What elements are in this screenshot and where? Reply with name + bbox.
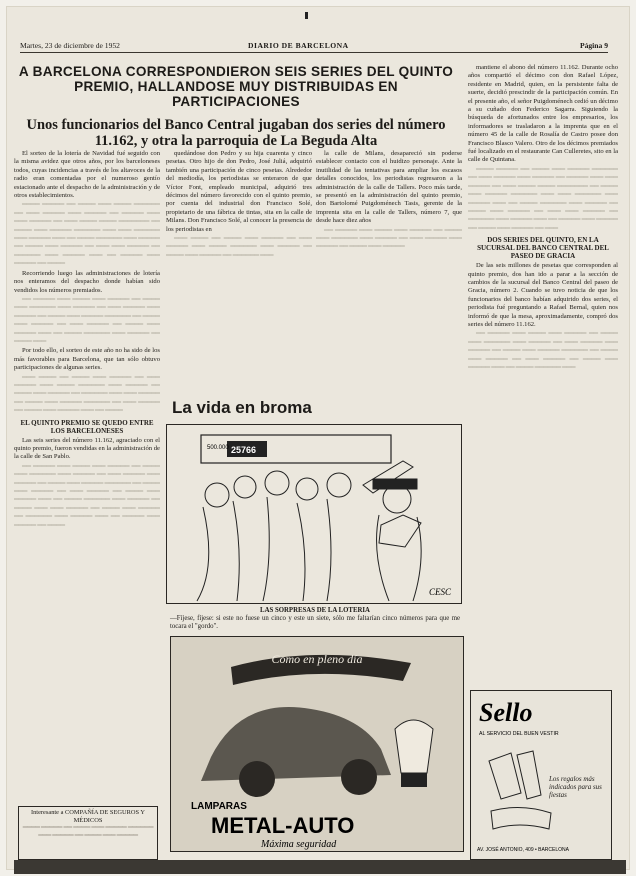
prize-board-number: 25766 bbox=[231, 445, 257, 455]
page-bottom-edge bbox=[14, 860, 626, 874]
main-headline: A BARCELONA CORRESPONDIERON SEIS SERIES DEL QUINTO PREMIO, HALLANDOSE MUY DISTRIBUIDAS EN PARTICIPACIONES bbox=[18, 64, 454, 109]
cartoon-signature: CESC bbox=[429, 587, 452, 597]
article-paragraph: Recorriendo luego las administraciones de lotería nos enteramos del despacho donde habían sido vendidos los números premiados. bbox=[14, 269, 160, 294]
illegible-text: ═══ ════ ══ ════ ═══ ═════ ══ ═══ ═════ ═══ ════ ══════ ═══ ═════ ══ ════ ═══ ═════ ══ ══════ ═══ ═══ ═════ ══ ════ ═══ ═════ ══════ ══ ═══ ═════ ══ ════ ═══ ═════ ═══ ══ ════ bbox=[14, 373, 160, 415]
running-head bbox=[20, 40, 608, 53]
advert-sello-artwork bbox=[471, 691, 611, 859]
cartoon-illustration bbox=[166, 424, 462, 604]
advert-brand: Sello bbox=[479, 698, 533, 727]
advert-tagline: AL SERVICIO DEL BUEN VESTIR bbox=[479, 731, 559, 737]
illegible-text: ════ ═════ ══ ════ ═══ ════ ══════ ══ ═══ ═════ ═══ ═════ ══ ═════ ═══ ═══ ═════ ══ ═══ ════ ════ ═══════ ══ ════ ═══ ═════ ══════ ═══ ═══ ══════ ═══ ═════ ═══ ══ ════ ══════ ═══ ═════ ══ ════ ═══ ═════ ══ ═══ ═══ ═════ ══ ══════ ═══ ═════ ═══ ══ ═════ ═══ ═════ ══ ════ bbox=[14, 201, 160, 268]
illegible-text: ════ ═════ ══ ════ ═══ ═════ ══════ ══ ═══ ═════ ═══ ═════ ══ ═════ ═══ ═══ ═════ ══ ═══ ════ ════ ═══════ ══ ════ ═══ ═════ ══════ ═══ ═══ ══════ ═══ ═════ ═══ ══ ════ ══════ ═══ ═════ ══ ════ ═══ ═════ ══ ═══ ═══ ═════ ══ ══════ ═══ ═════ ═══ ══ ═════ ═══ ═════ ══ ════ ═══ ═════ ══ ═══ bbox=[468, 165, 618, 232]
article-paragraph: Por todo ello, el sorteo de este año no ha sido de los más favorables para Barcelona, que tan sólo obtuvo participaciones de algunas series. bbox=[14, 347, 160, 372]
page-number: Página 9 bbox=[579, 41, 608, 50]
advert-slogan: Como en pleno día bbox=[271, 652, 363, 666]
advert-box-insurance bbox=[18, 806, 158, 860]
advert-brand: METAL-AUTO bbox=[211, 813, 355, 838]
illegible-text: ═══ ════ ══ ════ ═══ ═════ ══ ═══ ═════ ═══ ════ ══════ ═══ ═════ ══ ════ ═══ ═════ ══ ══════ ═══ bbox=[166, 235, 312, 259]
newspaper-page bbox=[6, 6, 630, 870]
advert-text: Interesante a COMPAÑÍA DE SEGUROS Y MÉDICOS bbox=[30, 809, 146, 824]
article-paragraph: la calle de Milans, desapareció sin poderse establecer contacto con el huidizo personaje. Ante la inutilidad de las tentativas para ampliar los escasos detalles conocidos, los periodistas regresaron a la administración de la calle de Tallers. Poco más tarde, se presentó en la administración del quinto premio, don Bartolomé Puigdoménech Tasis, gerente de la imprenta sita en la calle de Tallers, número 7, que desde hace diez años bbox=[316, 150, 462, 225]
advert-sello bbox=[470, 690, 612, 860]
caption-text: —Fíjese, fíjese: si este no fuese un cinco y este un siete, sólo me faltarían cinco números para que me tocara el "gordo". bbox=[170, 615, 460, 630]
article-paragraph: Las seis series del número 11.162, agraciado con el quinto premio, fueron vendidas en la administración de la calle de San Pablo. bbox=[14, 436, 160, 461]
sub-headline: Unos funcionarios del Banco Central jugaban dos series del número 11.162, y otra la parroquia de La Beguda Alta bbox=[26, 117, 446, 149]
advert-tagline: Máxima seguridad bbox=[261, 839, 337, 850]
article-paragraph: quedándose don Pedro y su hija cuarenta y cinco pesetas. Otro hijo de don Pedro, José Juliá, adquirió también una participación de cinco pesetas. Alrededor del mediodía, los periodistas se enteraron de que Víctor Font, empleado municipal, adquirió tres décimos del número favorecido con el quinto premio, por cuenta del industrial don Francisco Solé, propietario de una fábrica de tintas, sita en la calle de Milans. Don Francisco Solé, al conocer la presencia de los periodistas en bbox=[166, 150, 312, 233]
issue-date: Martes, 23 de diciembre de 1952 bbox=[20, 41, 120, 50]
advert-label: LAMPARAS bbox=[191, 801, 247, 812]
illegible-text: ══ ═════ ═══ ════ ═══ ═════ ══ ════ ═══ ══════ ═══ ═════ ══ ═══ ═════ ═══ ═════ ══ ════ ═══ ═════ ══════ ══ ════ ═══ ═════ ══ ═══ ═════ ══ ════ ═══ ═════ ═══ ══ ════ ══════ ═══ ═════ ══ ════ ═══ bbox=[14, 295, 160, 345]
cartoon-title: La vida en broma bbox=[172, 398, 312, 417]
article-paragraph: mantiene el abono del número 11.162. Durante ocho años compartió el décimo con don Rafael López, residente en Madrid, quien, en la persistente falta de suerte, decidió prescindir de la participación común. En el presente año, el señor Puigdoménech cedió un décimo a su cuñado don Federico Sagarra. Siguiendo la búsqueda de afortunados entre los empresarios, los informadores se trasladaron a la imprenta que en el número 45 de la calle de Rosalía de Castro posee don Francisco Blasco Valero. Otro de los décimos premiados fué localizado en el restaurante Can Culleretes, sito en la calle de Quintana. bbox=[468, 64, 618, 164]
cartoon-drawing bbox=[167, 425, 461, 603]
advert-promo: Los regalos más indicados para sus fiestas bbox=[549, 775, 602, 799]
section-heading: DOS SERIES DEL QUINTO, EN LA SUCURSAL DEL BANCO CENTRAL DEL PASEO DE GRACIA bbox=[477, 236, 609, 261]
illegible-text: ══ ═════ ═══ ════ ═══ ═════ ══ ════ ═══ ══════ ═══ ═════ ══ ═══ ═════ ═══ ═════ ══ ════ ═══ ═════ ══════ ══ ════ ═══ ═════ ══ ═══ ═════ ══ ════ ═══ ═════ ═══ ══ ════ ══════ ═══ ═════ ══ ════ ═══ ═══ ═════ ══ ════ ═══ ═════ ══ ══════ ═══ ═════ ═══ ══ ═════ ═══ ═════ ══ ════ bbox=[14, 462, 160, 529]
section-heading: EL QUINTO PREMIO SE QUEDO ENTRE LOS BARCELONESES bbox=[20, 418, 154, 435]
illegible-text: ══ ═════ ═══ ════ ═══ ═════ ══ ════ ═══ ══════ ═══ ═════ ══ ═══ ═════ ═══ ═════ ══ ════ ═══ ═════ bbox=[316, 226, 462, 251]
newspaper-name: DIARIO DE BARCELONA bbox=[248, 41, 349, 50]
article-column-2 bbox=[166, 150, 312, 386]
illegible-text: ══ ═════ ═══ ════ ═══ ═════ ══ ════ ═══ ══════ ═══ ═════ ══ ═══ ═════ ═══ ═════ ══ ════ ═══ ═════ ══════ ══ ════ ═══ ═════ ══ ═══ ═════ ══ ════ ═══ ═════ ═══ ══ ════ ══════ ═══ bbox=[468, 330, 618, 371]
advert-metal-auto bbox=[170, 636, 464, 852]
cartoon-la-vida-en-broma bbox=[166, 392, 462, 632]
article-column-3 bbox=[316, 150, 462, 386]
binding-mark bbox=[305, 12, 308, 19]
advert-metal-auto-artwork bbox=[171, 637, 463, 851]
article-column-4 bbox=[468, 64, 618, 684]
cartoon-caption bbox=[170, 607, 460, 631]
article-paragraph: El sorteo de la lotería de Navidad fué seguido con la misma avidez que otros años, por los barceloneses todos, cuyas incidencias a través de los altavoces de la radio eran comentadas por el numeroso gentío estacionado ante el despacho de la administración y de otros establecimientos. bbox=[14, 150, 160, 200]
article-column-1 bbox=[14, 150, 160, 798]
prize-board-amount: 500.000 bbox=[207, 445, 229, 451]
caption-title: LAS SORPRESAS DE LA LOTERIA bbox=[260, 607, 370, 614]
illegible-text: ════ ═════ ══ ════ ═══ ═════ ══════ ═══ ═════ ══ ════ ═══ ═════ bbox=[22, 824, 154, 839]
article-paragraph: De las seis millones de pesetas que corresponden al quinto premio, dos han ido a parar a la sección de cambios de la sucursal del Banco Central del paseo de Gracia, número 2. Cuando se tuvo noticia de que los funcionarios del banco habían adquirido dos series, el periodista fué preguntando a Rafael Bernal, quien nos informó de que la mesa, aproximadamente, compró dos series del número 11.162. bbox=[468, 262, 618, 328]
advert-address: AV. JOSÉ ANTONIO, 409 • BARCELONA bbox=[477, 847, 569, 853]
